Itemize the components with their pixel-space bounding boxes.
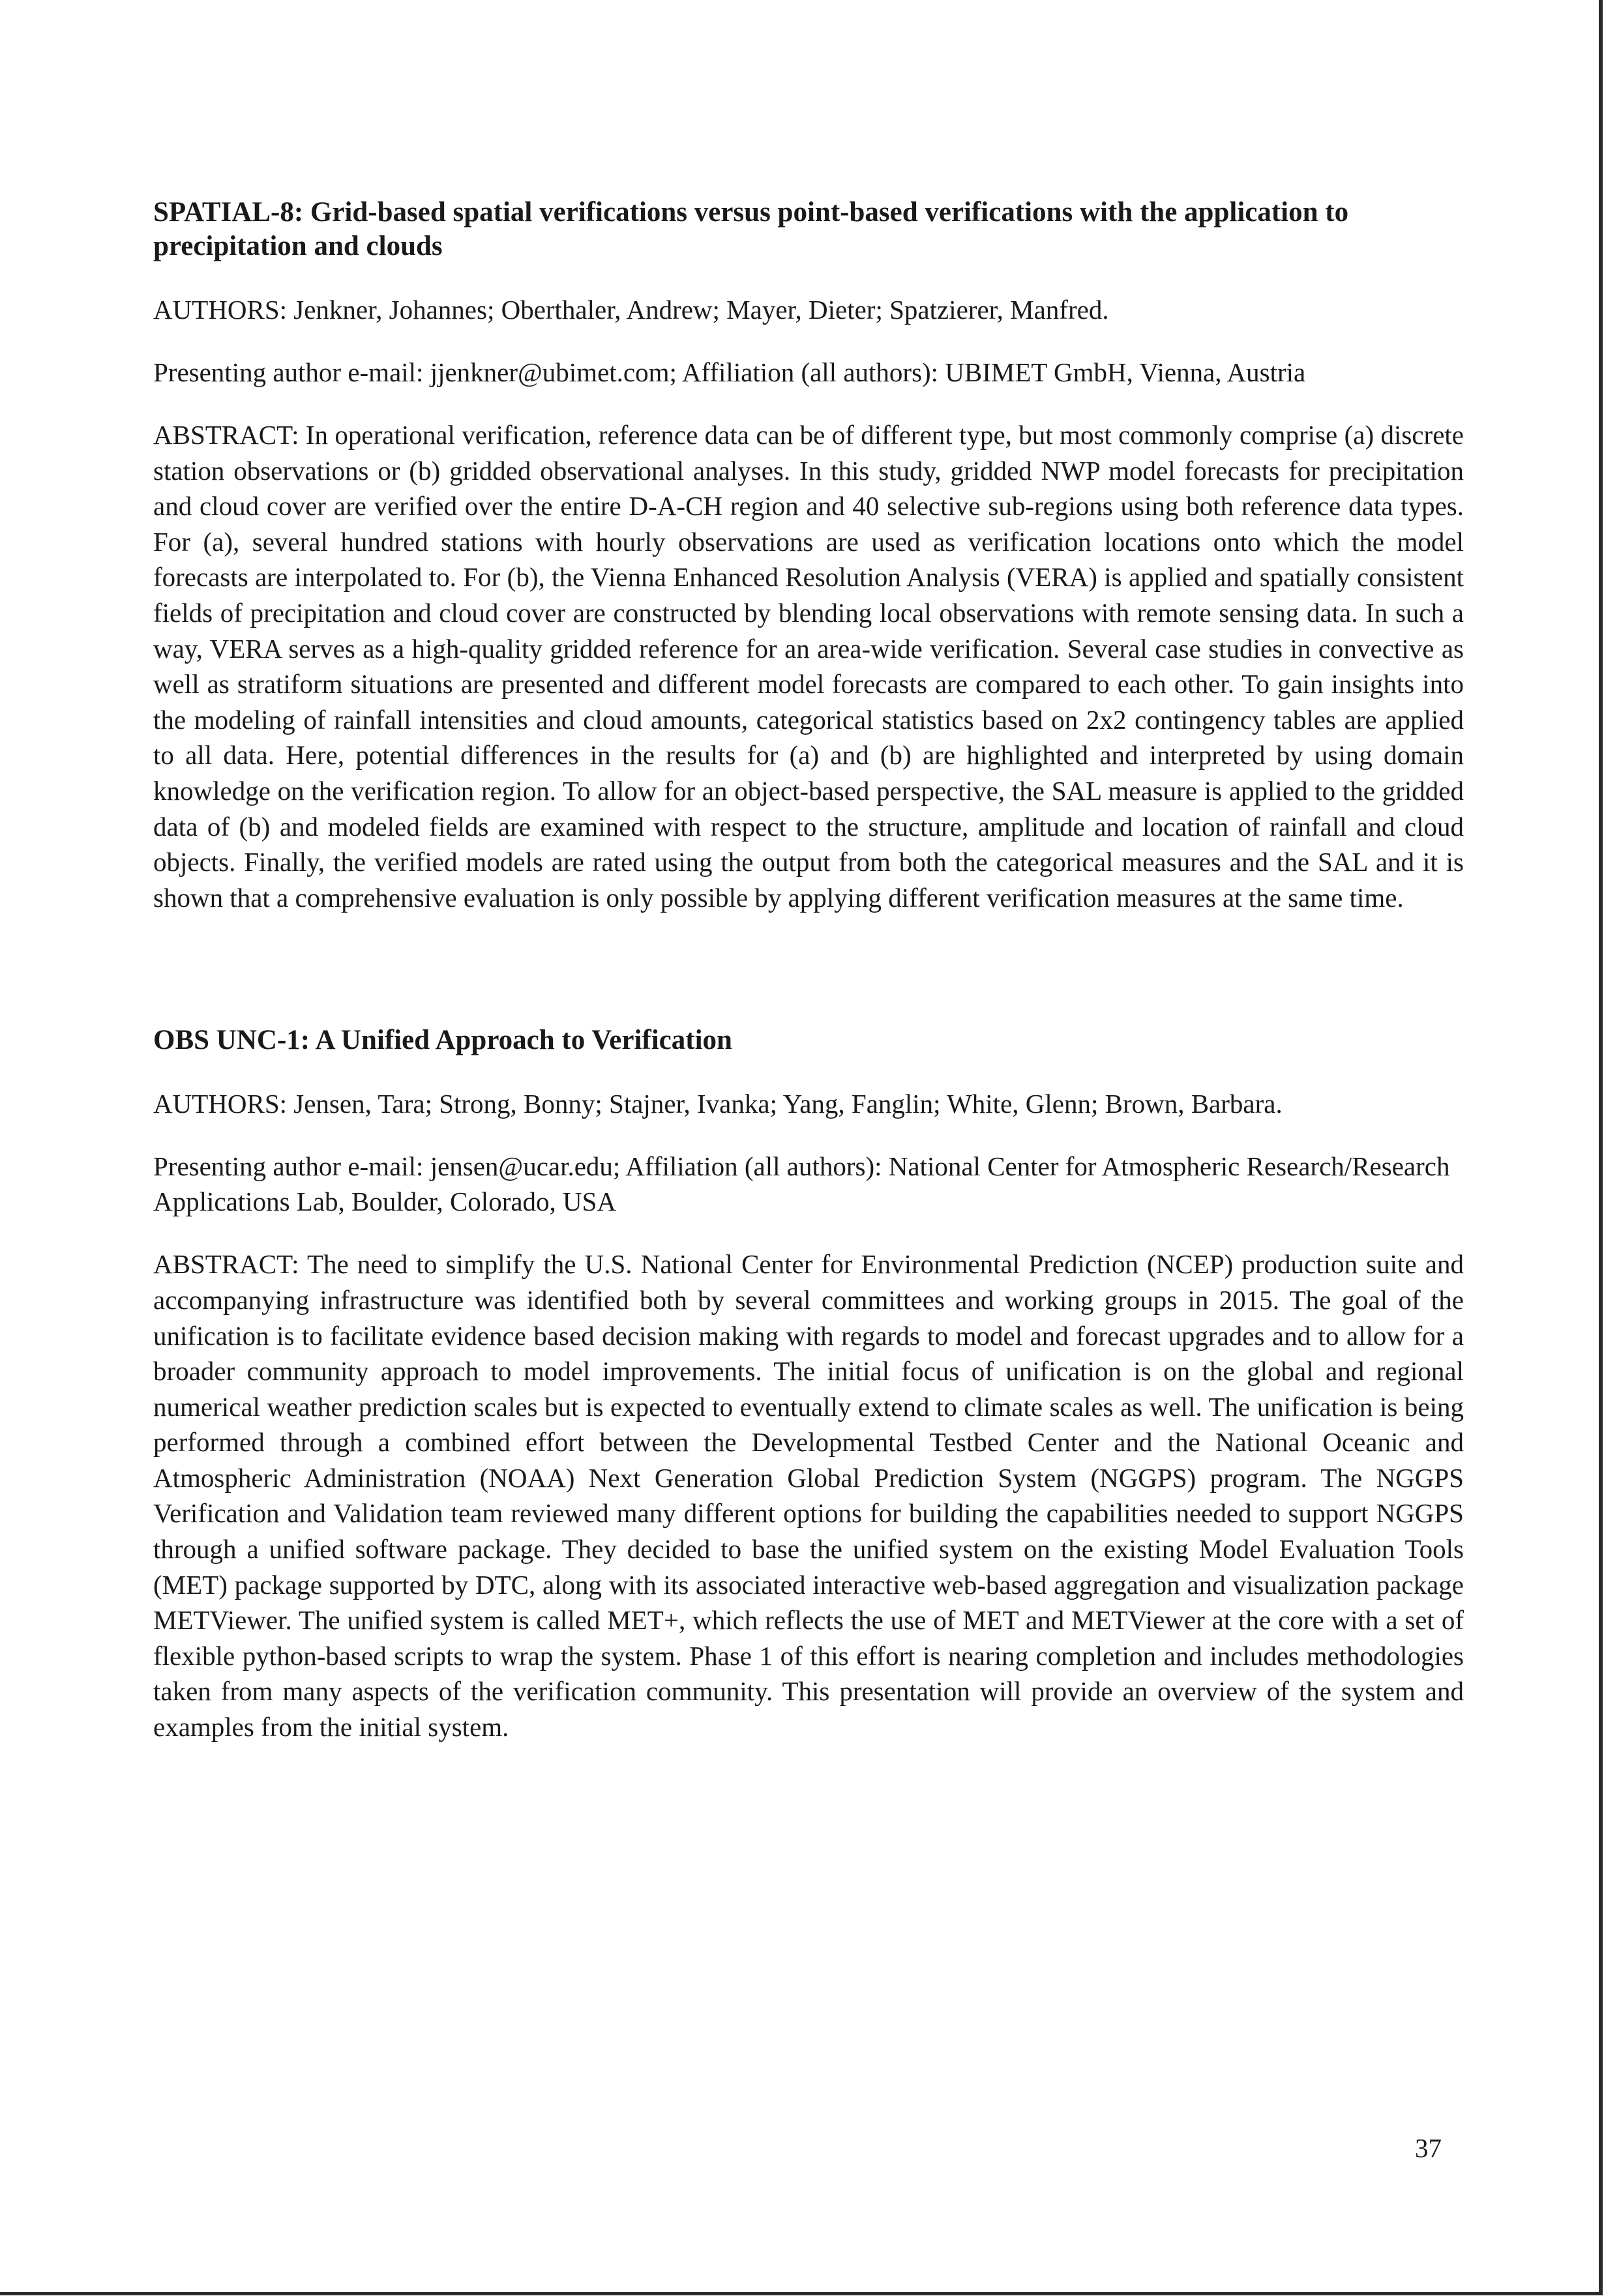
authors-line: AUTHORS: Jensen, Tara; Strong, Bonny; Stajner, Ivanka; Yang, Fanglin; White, Glenn; Brown, Barbara.	[153, 1089, 1283, 1119]
abstract-entry-spatial-8	[153, 196, 1464, 915]
authors-line: AUTHORS: Jenkner, Johannes; Oberthaler, Andrew; Mayer, Dieter; Spatzierer, Manfred.	[153, 295, 1109, 325]
page-number: 37	[1415, 2133, 1442, 2163]
contact-line: Presenting author e-mail: jjenkner@ubimet.com; Affiliation (all authors): UBIMET GmbH, Vienna, Austria	[153, 357, 1306, 387]
abstract-title: SPATIAL-8: Grid-based spatial verifications versus point-based verifications with the application to precipitation and clouds	[153, 197, 1349, 261]
contact-line: Presenting author e-mail: jensen@ucar.edu; Affiliation (all authors): National Center for Atmospheric Research/Research Applications Lab, Boulder, Colorado, USA	[153, 1151, 1450, 1217]
abstract-title: OBS UNC-1: A Unified Approach to Verification	[153, 1025, 732, 1056]
page-content	[153, 196, 1464, 1745]
abstract-text: ABSTRACT: In operational verification, reference data can be of different type, but most commonly comprise (a) discrete station observations or (b) gridded observational analyses. In this study, gridded NWP model forecasts for precipitation and cloud cover are verified over the entire D-A-CH region and 40 selective sub-regions using both reference data types. For (a), several hundred stations with hourly observations are used as verification locations onto which the model forecasts are interpolated to. For (b), the Vienna Enhanced Resolution Analysis (VERA) is applied and spatially consistent fields of precipitation and cloud cover are constructed by blending local observations with remote sensing data. In such a way, VERA serves as a high-quality gridded reference for an area-wide verification. Several case studies in convective as well as stratiform situations are presented and different model forecasts are compared to each other. To gain insights into the modeling of rainfall intensities and cloud amounts, categorical statistics based on 2x2 contingency tables are applied to all data. Here, potential differences in the results for (a) and (b) are highlighted and interpreted by using domain knowledge on the verification region. To allow for an object-based perspective, the SAL measure is applied to the gridded data of (b) and modeled fields are examined with respect to the structure, amplitude and location of rainfall and cloud objects. Finally, the verified models are rated using the output from both the categorical measures and the SAL and it is shown that a comprehensive evaluation is only possible by applying different verification measures at the same time.	[153, 420, 1464, 913]
abstract-entry-obs-unc-1	[153, 1023, 1464, 1744]
abstract-text: ABSTRACT: The need to simplify the U.S. National Center for Environmental Prediction (NCEP) production suite and accompanying infrastructure was identified both by several committees and working groups in 2015. The goal of the unification is to facilitate evidence based decision making with regards to model and forecast upgrades and to allow for a broader community approach to model improvements. The initial focus of unification is on the global and regional numerical weather prediction scales but is expected to eventually extend to climate scales as well. The unification is being performed through a combined effort between the Developmental Testbed Center and the National Oceanic and Atmospheric Administration (NOAA) Next Generation Global Prediction System (NGGPS) program. The NGGPS Verification and Validation team reviewed many different options for building the capabilities needed to support NGGPS through a unified software package. They decided to base the unified system on the existing Model Evaluation Tools (MET) package supported by DTC, along with its associated interactive web-based aggregation and visualization package METViewer. The unified system is called MET+, which reflects the use of MET and METViewer at the core with a set of flexible python-based scripts to wrap the system. Phase 1 of this effort is nearing completion and includes methodologies taken from many aspects of the verification community. This presentation will provide an overview of the system and examples from the initial system.	[153, 1249, 1464, 1743]
